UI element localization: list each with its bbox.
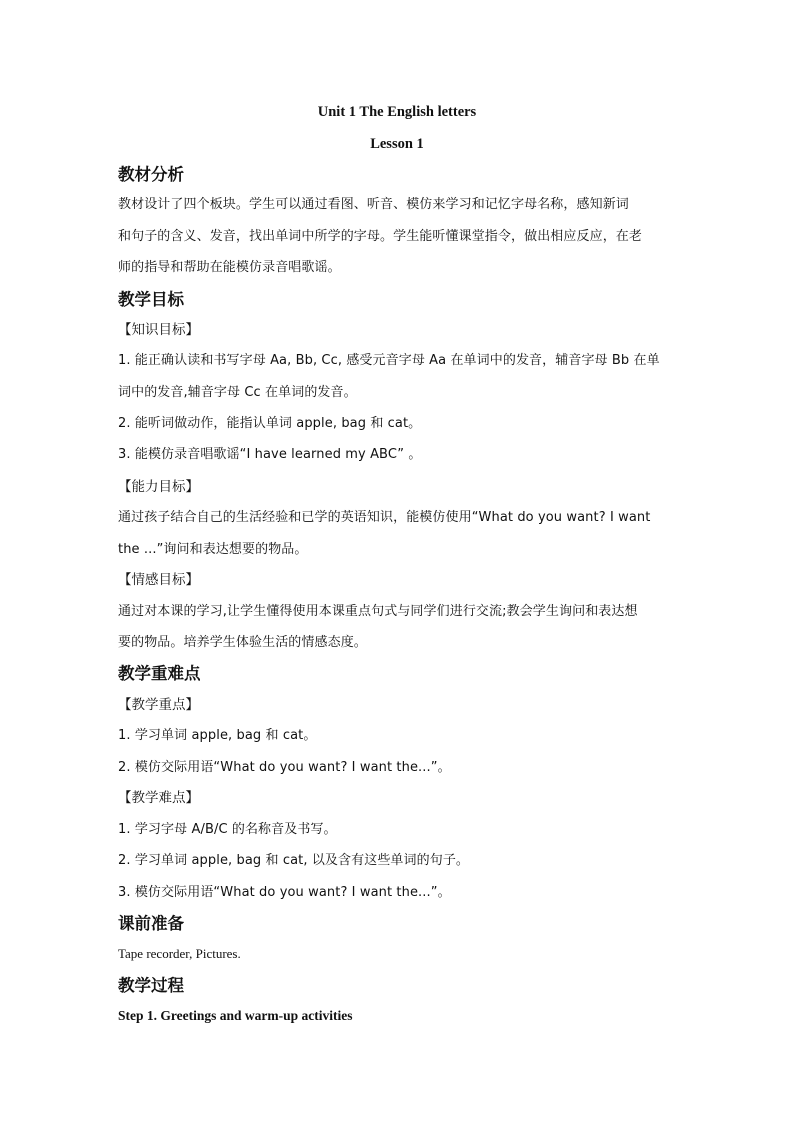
- knowledge-item-2: 2. 能听词做动作，能指认单词 apple, bag 和 cat。: [118, 416, 422, 431]
- section-heading-goals: 教学目标: [118, 290, 184, 309]
- difficulty-item-2: 2. 学习单词 apple, bag 和 cat, 以及含有这些单词的句子。: [118, 853, 470, 868]
- analysis-line-2: 和句子的含义、发音，找出单词中所学的字母。学生能听懂课堂指令，做出相应反应，在老: [118, 229, 643, 244]
- ability-line-2: the ...”询问和表达想要的物品。: [118, 542, 308, 557]
- subheading-difficulty: 【教学难点】: [118, 790, 199, 806]
- subheading-focus: 【教学重点】: [118, 697, 199, 713]
- ability-line-1: 通过孩子结合自己的生活经验和已学的英语知识，能模仿使用“What do you want? I want: [118, 510, 651, 525]
- knowledge-item-1b: 词中的发音,辅音字母 Cc 在单词的发音。: [118, 385, 357, 400]
- subheading-ability-goal: 【能力目标】: [118, 479, 199, 495]
- difficulty-item-1: 1. 学习字母 A/B/C 的名称音及书写。: [118, 822, 337, 837]
- focus-item-1: 1. 学习单词 apple, bag 和 cat。: [118, 728, 317, 743]
- analysis-line-1: 教材设计了四个板块。学生可以通过看图、听音、模仿来学习和记忆字母名称，感知新词: [118, 197, 629, 212]
- emotion-line-1: 通过对本课的学习,让学生懂得使用本课重点句式与同学们进行交流;教会学生询问和表达想: [118, 604, 638, 619]
- difficulty-item-3: 3. 模仿交际用语“What do you want? I want the...”。: [118, 885, 451, 900]
- section-heading-analysis: 教材分析: [118, 165, 184, 184]
- prep-line: Tape recorder, Pictures.: [118, 946, 241, 961]
- section-heading-prep: 课前准备: [118, 914, 184, 933]
- analysis-line-3: 师的指导和帮助在能模仿录音唱歌谣。: [118, 260, 341, 275]
- unit-title: Unit 1 The English letters: [317, 104, 477, 120]
- lesson-title: Lesson 1: [370, 136, 424, 152]
- subheading-emotion-goal: 【情感目标】: [118, 572, 199, 588]
- section-heading-keypoints: 教学重难点: [118, 664, 201, 683]
- section-heading-process: 教学过程: [118, 976, 184, 995]
- knowledge-item-1a: 1. 能正确认读和书写字母 Aa, Bb, Cc, 感受元音字母 Aa 在单词中的发音，辅音字母 Bb 在单: [118, 353, 660, 368]
- focus-item-2: 2. 模仿交际用语“What do you want? I want the...”。: [118, 760, 451, 775]
- subheading-knowledge-goal: 【知识目标】: [118, 322, 199, 338]
- emotion-line-2: 要的物品。培养学生体验生活的情感态度。: [118, 635, 367, 650]
- step-1-heading: Step 1. Greetings and warm-up activities: [118, 1008, 353, 1023]
- knowledge-item-3: 3. 能模仿录音唱歌谣“I have learned my ABC” 。: [118, 447, 422, 462]
